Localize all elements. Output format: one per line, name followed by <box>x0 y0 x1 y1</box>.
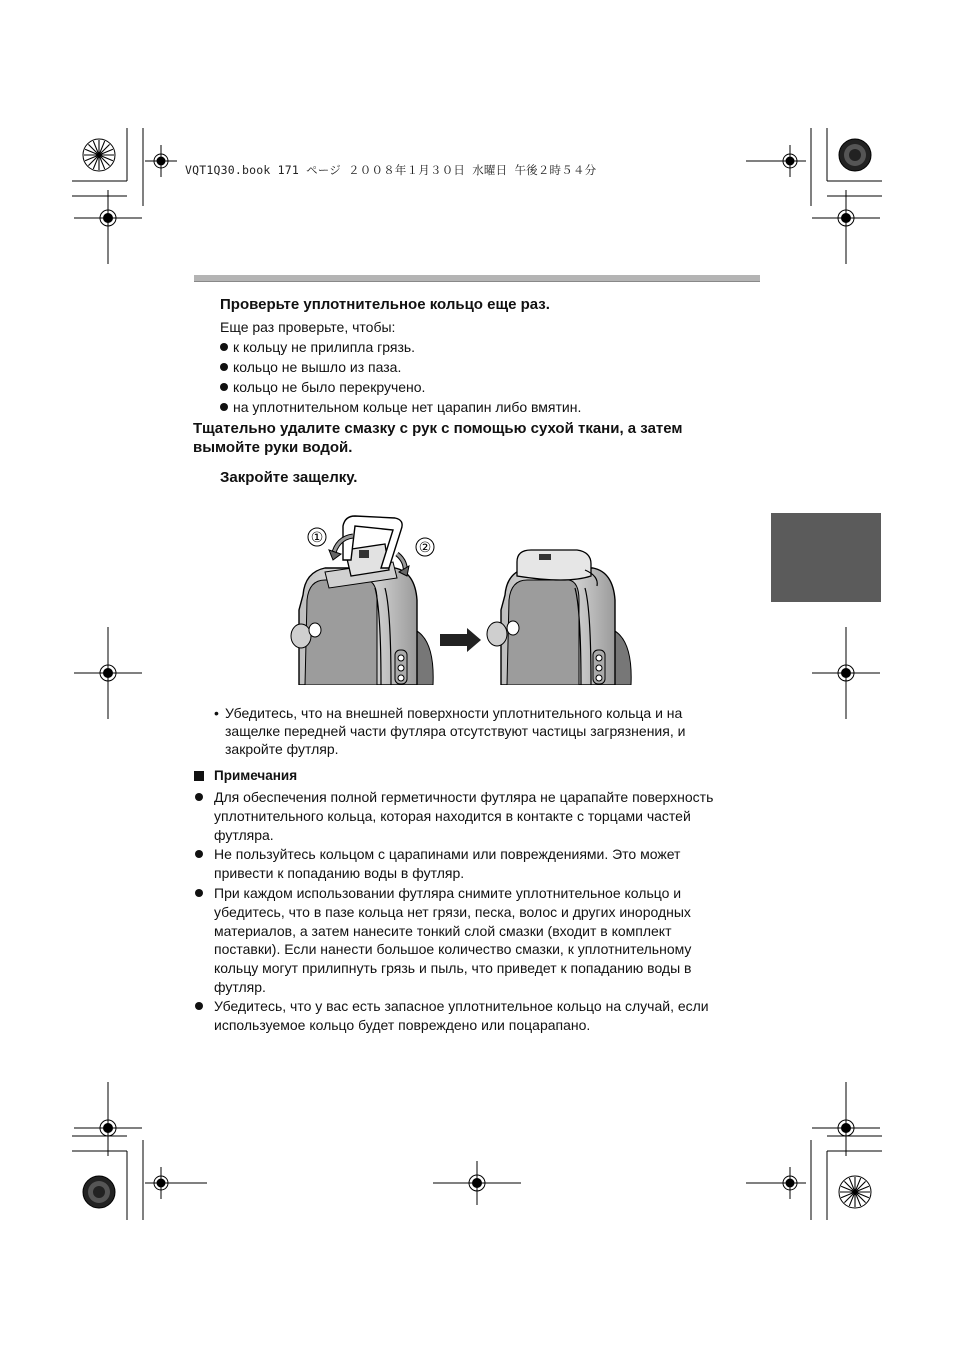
case-closing-illustration <box>285 510 635 685</box>
list-item: к кольцу не прилипла грязь. <box>220 339 415 355</box>
note-item: Для обеспечения полной герметичности футляра не царапайте поверхность уплотнительного кольца, которая находится в контакте с торцами частей футляра. <box>193 788 763 844</box>
case-closed-latch <box>487 550 631 685</box>
step-heading-wipe: Тщательно удалите смазку с рук с помощью сухой ткани, а затем вымойте руки водой. <box>193 420 683 456</box>
tip-paragraph: • Убедитесь, что на внешней поверхности уплотнительного кольца и на защелке передней части футляра отсутствуют частицы загрязнения, и закройте футляр. <box>214 705 686 758</box>
list-item: на уплотнительном кольце нет царапин либо вмятин. <box>220 399 581 415</box>
bullet-icon <box>220 403 228 411</box>
arrow-right-icon <box>440 628 481 652</box>
bullet-icon: • <box>214 705 219 721</box>
note-item: При каждом использовании футляра снимите уплотнительное кольцо и убедитесь, что в пазе кольца нет грязи, песка, волос и других инородных материалов, а затем нанесите тонкий слой смазки (входит в комплект поставки). Если нанести большое количество смазки, к уплотнительному кольцу могут прилипнуть грязь и пыль, что приведет к попаданию воды в футляр. <box>193 884 763 997</box>
bullet-icon <box>220 363 228 371</box>
note-item: Убедитесь, что у вас есть запасное уплотнительное кольцо на случай, если используемое кольцо будет повреждено или поцарапано. <box>193 997 763 1035</box>
side-tab <box>771 513 881 602</box>
bullet-icon <box>195 850 203 858</box>
bullet-icon <box>195 889 203 897</box>
step-heading-check-ring: Проверьте уплотнительное кольцо еще раз. <box>220 296 550 313</box>
list-item: кольцо не было перекручено. <box>220 379 425 395</box>
print-header: VQT1Q30.book 171 ページ ２００８年１月３０日 水曜日 午後２時５４分 <box>185 163 597 177</box>
illustration-label-2: ② <box>418 540 432 556</box>
bullet-icon <box>220 343 228 351</box>
step-heading-close: Закройте защелку. <box>220 469 358 486</box>
check-ring-intro: Еще раз проверьте, чтобы: <box>220 319 396 335</box>
illustration-label-1: ① <box>310 530 324 546</box>
bullet-icon <box>195 1002 203 1010</box>
square-bullet-icon <box>194 771 204 781</box>
bullet-icon <box>220 383 228 391</box>
section-rule <box>194 275 760 282</box>
notes-heading: Примечания <box>194 768 297 783</box>
list-item: кольцо не вышло из паза. <box>220 359 401 375</box>
bullet-icon <box>195 793 203 801</box>
note-item: Не пользуйтесь кольцом с царапинами или повреждениями. Это может привести к попаданию воды в футляр. <box>193 845 763 883</box>
